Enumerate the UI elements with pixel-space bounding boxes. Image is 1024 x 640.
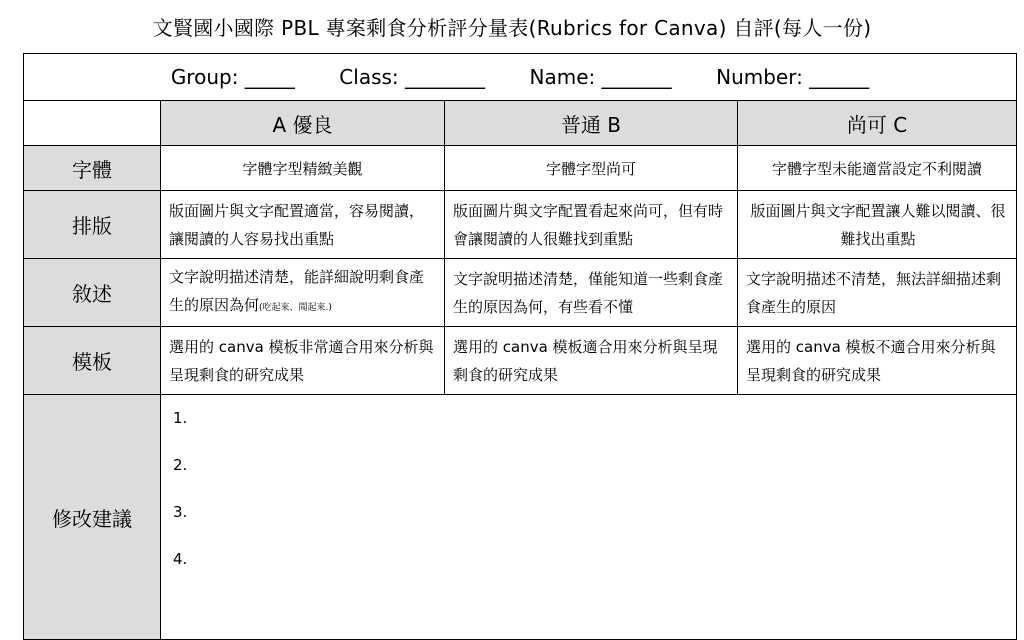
suggestion-item-4: 4. <box>173 550 188 568</box>
rubric-row-template <box>24 327 1017 395</box>
header-level-b: 普通 B <box>445 101 738 146</box>
row-label-layout: 排版 <box>24 191 161 259</box>
header-level-c: 尚可 C <box>738 101 1017 146</box>
suggestions-area[interactable] <box>161 395 1017 640</box>
suggestion-item-1: 1. <box>173 409 188 427</box>
criterion-description-b: 文字說明描述清楚，僅能知道一些剩食產生的原因為何，有些看不懂 <box>445 259 738 327</box>
criterion-description-a-text: 文字說明描述清楚，能詳細說明剩食產生的原因為何 <box>169 268 425 314</box>
suggestion-item-3: 3. <box>173 503 188 521</box>
criterion-layout-a: 版面圖片與文字配置適當，容易閱讀，讓閱讀的人容易找出重點 <box>161 191 445 259</box>
row-label-font: 字體 <box>24 146 161 191</box>
row-label-template: 模板 <box>24 327 161 395</box>
criterion-template-b: 選用的 canva 模板適合用來分析與呈現剩食的研究成果 <box>445 327 738 395</box>
rubric-row-suggestions <box>24 395 1017 640</box>
row-label-description: 敘述 <box>24 259 161 327</box>
criterion-layout-c: 版面圖片與文字配置讓人難以閱讀、很難找出重點 <box>738 191 1017 259</box>
criterion-template-c: 選用的 canva 模板不適合用來分析與呈現剩食的研究成果 <box>738 327 1017 395</box>
rubric-row-layout <box>24 191 1017 259</box>
rubric-row-description <box>24 259 1017 327</box>
criterion-font-b: 字體字型尚可 <box>445 146 738 191</box>
criterion-description-a-note: (吃起來、聞起來.) <box>259 303 332 313</box>
student-info-line: Group: _____ Class: ________ Name: _______ Number: ______ <box>24 54 1017 101</box>
row-label-suggestions: 修改建議 <box>24 395 161 640</box>
suggestion-item-2: 2. <box>173 456 188 474</box>
criterion-description-c: 文字說明描述不清楚，無法詳細描述剩食產生的原因 <box>738 259 1017 327</box>
header-level-a: A 優良 <box>161 101 445 146</box>
criterion-template-a: 選用的 canva 模板非常適合用來分析與呈現剩食的研究成果 <box>161 327 445 395</box>
criterion-layout-b: 版面圖片與文字配置看起來尚可，但有時會讓閱讀的人很難找到重點 <box>445 191 738 259</box>
rubric-table <box>23 53 1017 640</box>
page-title: 文賢國小國際 PBL 專案剩食分析評分量表(Rubrics for Canva) 自評(每人一份) <box>152 16 872 40</box>
criterion-font-a: 字體字型精緻美觀 <box>161 146 445 191</box>
student-info-row <box>24 54 1017 101</box>
criterion-font-c: 字體字型未能適當設定不利閱讀 <box>738 146 1017 191</box>
criterion-description-a <box>161 259 445 327</box>
rubric-row-font <box>24 146 1017 191</box>
rubric-header-row <box>24 101 1017 146</box>
header-corner <box>24 101 161 146</box>
